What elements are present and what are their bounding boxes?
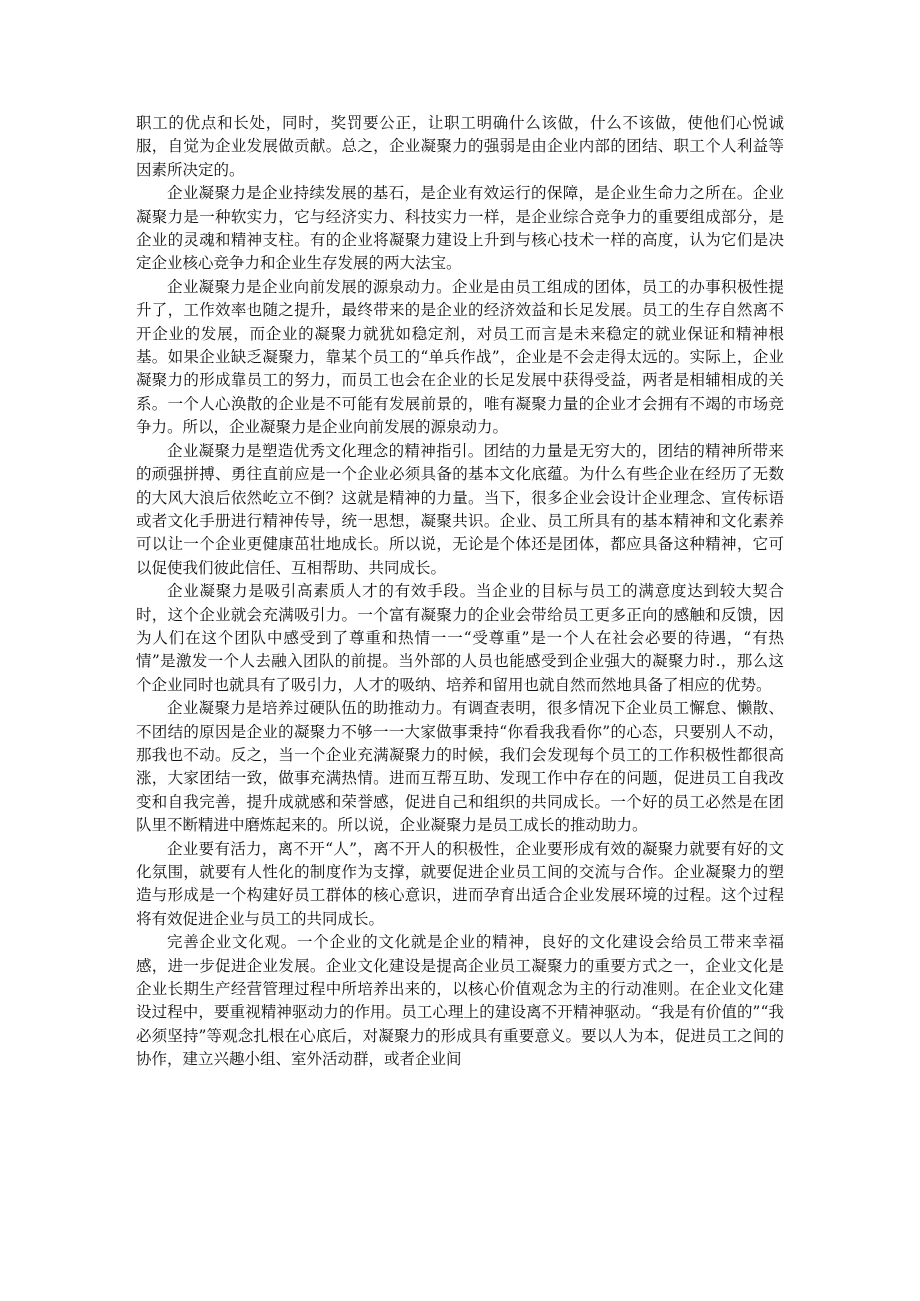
paragraph-continuation: 职工的优点和长处，同时，奖罚要公正，让职工明确什么该做，什么不该做，使他们心悦诚服，自觉为企业发展做贡献。总之，企业凝聚力的强弱是由企业内部的团结、职工个人利益等因素所决定的。 [136,114,784,179]
document-body [136,112,784,1072]
paragraph-cohesion-foundation: 企业凝聚力是企业持续发展的基石，是企业有效运行的保障，是企业生命力之所在。企业凝聚力是一种软实力，它与经济实力、科技实力一样，是企业综合竞争力的重要组成部分，是企业的灵魂和精神支柱。有的企业将凝聚力建设上升到与核心技术一样的高度，认为它们是决定企业核心竞争力和企业生存发展的两大法宝。 [136,184,784,273]
paragraph-cohesion-talent-attraction: 企业凝聚力是吸引高素质人才的有效手段。当企业的目标与员工的满意度达到较大契合时，这个企业就会充满吸引力。一个富有凝聚力的企业会带给员工更多正向的感触和反馈，因为人们在这个团队中感受到了尊重和热情一一“受尊重”是一个人在社会必要的待遇，“有热情”是激发一个人去融入团队的前提。当外部的人员也能感受到企业强大的凝聚力时.，那么这个企业同时也就具有了吸引力，人才的吸纳、培养和留用也就自然而然地具备了相应的优势。 [136,582,784,694]
paragraph-corporate-culture: 完善企业文化观。一个企业的文化就是企业的精神，良好的文化建设会给员工带来幸福感，进一步促进企业发展。企业文化建设是提高企业员工凝聚力的重要方式之一，企业文化是企业长期生产经营管理过程中所培养出来的，以核心价值观念为主的行动准则。在企业文化建设过程中，要重视精神驱动力的作用。员工心理上的建设离不开精神驱动。“我是有价值的”“我必须坚持”等观念扎根在心底后，对凝聚力的形成具有重要意义。要以人为本，促进员工之间的协作，建立兴趣小组、室外活动群，或者企业间 [136,933,784,1069]
paragraph-cohesion-driving-force: 企业凝聚力是企业向前发展的源泉动力。企业是由员工组成的团体，员工的办事积极性提升了，工作效率也随之提升，最终带来的是企业的经济效益和长足发展。员工的生存自然离不开企业的发展，而企业的凝聚力就犹如稳定剂，对员工而言是未来稳定的就业保证和精神根基。如果企业缺乏凝聚力，靠某个员工的“单兵作战”，企业是不会走得太远的。实际上，企业凝聚力的形成靠员工的努力，而员工也会在企业的长足发展中获得受益，两者是相辅相成的关系。一个人心涣散的企业是不可能有发展前景的，唯有凝聚力量的企业才会拥有不竭的市场竞争力。所以，企业凝聚力是企业向前发展的源泉动力。 [136,277,784,437]
paragraph-cohesion-spiritual-guide: 企业凝聚力是塑造优秀文化理念的精神指引。团结的力量是无穷大的，团结的精神所带来的顽强拼搏、勇往直前应是一个企业必须具备的基本文化底蕴。为什么有些企业在经历了无数的大风大浪后依然屹立不倒？这就是精神的力量。当下，很多企业会设计企业理念、宣传标语或者文化手册进行精神传导，统一思想，凝聚共识。企业、员工所具有的基本精神和文化素养可以让一个企业更健康茁壮地成长。所以说，无论是个体还是团体，都应具备这种精神，它可以促使我们彼此信任、互相帮助、共同成长。 [136,441,784,577]
paragraph-enterprise-vitality: 企业要有活力，离不开“人”，离不开人的积极性，企业要形成有效的凝聚力就要有好的文化氛围，就要有人性化的制度作为支撑，就要促进企业员工间的交流与合作。企业凝聚力的塑造与形成是一个构建好员工群体的核心意识，进而孕育出适合企业发展环境的过程。这个过程将有效促进企业与员工的共同成长。 [136,839,784,928]
paragraph-cohesion-team-building: 企业凝聚力是培养过硬队伍的助推动力。有调查表明，很多情况下企业员工懈怠、懒散、不团结的原因是企业的凝聚力不够一一大家做事秉持“你看我我看你”的心态，只要别人不动，那我也不动。反之，当一个企业充满凝聚力的时候，我们会发现每个员工的工作积极性都很高涨，大家团结一致，做事充满热情。进而互帮互助、发现工作中存在的问题，促进员工自我改变和自我完善，提升成就感和荣誉感，促进自己和组织的共同成长。一个好的员工必然是在团队里不断精进中磨炼起来的。所以说，企业凝聚力是员工成长的推动助力。 [136,699,784,835]
